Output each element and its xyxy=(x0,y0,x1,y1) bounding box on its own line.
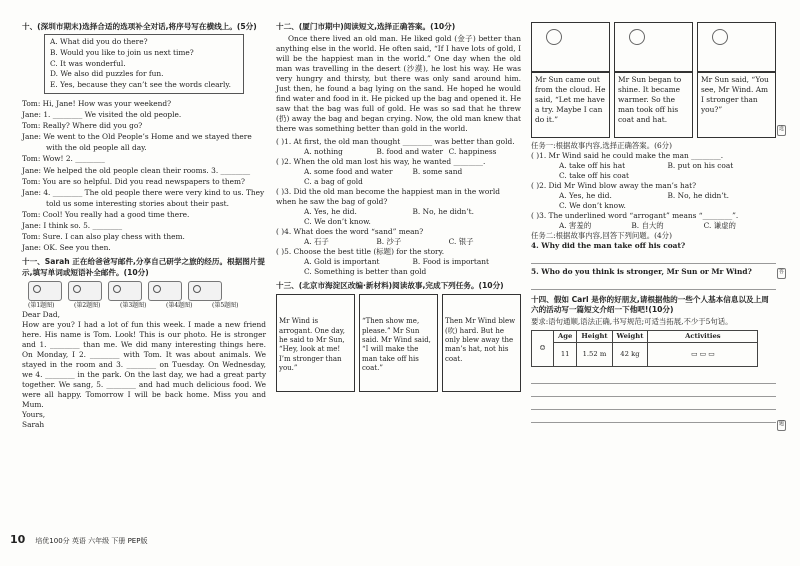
answer-b[interactable]: B. food and water xyxy=(376,147,444,157)
question-2[interactable]: ( )2. Did Mr Wind blow away the man’s hat? xyxy=(531,180,697,190)
dialogue-line: Jane: We went to the Old People’s Home and we stayed there with the old people all day. xyxy=(22,132,252,153)
dialogue-line: Tom: Sure. I can also play chess with them. xyxy=(22,232,185,242)
letter-signature: Sarah xyxy=(22,419,45,429)
picture-label: (第1题图) xyxy=(28,301,55,309)
dialogue-line[interactable]: Jane: We helped the old people clean their rooms. 3. ________ xyxy=(22,165,251,175)
option-a: A. What did you do there? xyxy=(50,37,148,47)
comic-text: Mr Sun said, “You see, Mr Wind. Am I stronger than you?” xyxy=(697,72,776,138)
table-cell: 1.52 m xyxy=(577,343,612,367)
answer-b[interactable]: B. 沙子 xyxy=(376,236,402,246)
sun-icon xyxy=(531,22,610,72)
comic-row-2-pictures xyxy=(531,22,776,72)
writing-line[interactable] xyxy=(531,371,776,384)
table-header: Age xyxy=(554,331,577,343)
answer-c[interactable]: C. We don’t know. xyxy=(304,216,371,226)
comic-text: Then Mr Wind blew (吹) hard. But he only blew away the man’s hat, not his coat. xyxy=(445,317,516,363)
question-2[interactable]: ( )2. When the old man lost his way, he wanted ________. xyxy=(276,157,486,167)
answer-a[interactable]: A. some food and water xyxy=(304,167,393,177)
book-title: 培优100分 英语 六年级 下册 PEP版 xyxy=(35,537,148,545)
dialogue-line: Tom: Hi, Jane! How was your weekend? xyxy=(22,98,172,108)
sun-icon xyxy=(697,22,776,72)
side-label: 答 xyxy=(777,268,786,279)
table-cell: 11 xyxy=(554,343,577,367)
answer-line[interactable] xyxy=(531,277,776,290)
section-10-options xyxy=(44,34,244,94)
writing-line[interactable] xyxy=(531,397,776,410)
dialogue-line: Jane: OK. See you then. xyxy=(22,243,111,253)
side-label: 题 xyxy=(777,420,786,431)
answer-b[interactable]: B. No, he didn’t. xyxy=(412,206,474,216)
table-header: Activities xyxy=(648,331,758,343)
table-header: Height xyxy=(577,331,612,343)
picture-label: (第4题图) xyxy=(166,301,193,309)
answer-c[interactable]: C. Something is better than gold xyxy=(304,266,427,276)
answer-c[interactable]: C. a bag of gold xyxy=(304,177,363,187)
answer-line[interactable] xyxy=(531,251,776,264)
section-13-questions xyxy=(531,151,776,231)
column-left xyxy=(22,22,266,430)
comic-panel xyxy=(276,294,355,392)
column-right xyxy=(531,22,776,423)
task-1-title: 任务一:根据故事内容,选择正确答案。(6分) xyxy=(531,141,672,150)
letter-greeting: Dear Dad, xyxy=(22,310,60,320)
table-cell: 42 kg xyxy=(612,343,648,367)
dialogue-line: Tom: Cool! You really had a good time there. xyxy=(22,210,190,220)
dialogue-line[interactable]: Tom: Wow! 2. ________ xyxy=(22,154,105,164)
dialogue-line[interactable]: Jane: 1. ________ We visited the old people. xyxy=(22,110,182,120)
option-d: D. We also did puzzles for fun. xyxy=(50,69,164,79)
answer-a[interactable]: A. Yes, he did. xyxy=(559,190,612,200)
comic-text: “Then show me, please.” Mr Sun said. Mr Wind said, “I will make the man take off his coat.” xyxy=(362,317,431,373)
dialogue-line: Tom: You are so helpful. Did you read newspapers to them? xyxy=(22,176,245,186)
picture-5 xyxy=(188,281,222,301)
letter-closing: Yours, xyxy=(22,409,46,419)
answer-a[interactable]: A. 石子 xyxy=(304,236,329,246)
task-2-title: 任务二:根据故事内容,回答下列问题。(4分) xyxy=(531,230,672,240)
carl-info-table xyxy=(531,330,758,367)
writing-requirements: 要求:语句通顺,语法正确,书写规范;可适当拓展,不少于5句话。 xyxy=(531,317,733,327)
section-10-title: 十、(深圳市期末)选择合适的选项补全对话,将序号写在横线上。(5分) xyxy=(22,22,257,31)
comic-panel xyxy=(442,294,521,392)
picture-labels xyxy=(28,302,266,310)
answer-b[interactable]: B. Food is important xyxy=(412,256,490,266)
question-1[interactable]: ( )1. Mr Wind said he could make the man ________. xyxy=(531,150,724,160)
picture-4 xyxy=(148,281,182,301)
comic-text: Mr Sun began to shine. It became warmer. So the man took off his coat and hat. xyxy=(614,72,693,138)
writing-line[interactable] xyxy=(531,384,776,397)
option-e: E. Yes, because they can’t see the words clearly. xyxy=(50,80,231,90)
answer-c[interactable]: C. happiness xyxy=(448,147,497,157)
question-4: 4. Why did the man take off his coat? xyxy=(531,240,686,250)
answer-c[interactable]: C. We don’t know. xyxy=(559,200,626,210)
option-c: C. It was wonderful. xyxy=(50,58,126,68)
option-b: B. Would you like to join us next time? xyxy=(50,47,194,57)
column-middle xyxy=(276,22,521,395)
comic-row-2-text xyxy=(531,72,776,138)
picture-label: (第3题图) xyxy=(120,301,147,309)
section-13-title: 十三、(北京市海淀区改编·新材料)阅读故事,完成下列任务。(10分) xyxy=(276,280,504,290)
answer-c[interactable]: C. 银子 xyxy=(448,236,474,246)
sun-icon xyxy=(614,22,693,72)
writing-line[interactable] xyxy=(531,410,776,423)
question-4[interactable]: ( )4. What does the word “sand” mean? xyxy=(276,226,424,236)
avatar: ☺ xyxy=(532,331,554,367)
question-3[interactable]: ( )3. Did the old man become the happiest man in the world when he saw the bag of gold? xyxy=(276,187,500,206)
answer-b[interactable]: B. some sand xyxy=(412,167,463,177)
answer-b[interactable]: B. put on his coat xyxy=(667,160,734,170)
passage-text: Once there lived an old man. He liked gold (金子) better than anything else in the world. He often said, “If I have lots of gold, I will be the happiest man in the world.” One day when the old man was travelling in the desert (沙漠), he lost his way. He was very hungry and thirsty, but there was only sand around him. Just then, he found a bag lying on the sand. He hoped he would find water and food in it. He picked up the bag and opened it. He saw that the bag was full of gold. He was so sad that he threw (扔) away the bag and began crying. Now, the old man knew that there was something better than gold in the world. xyxy=(276,34,521,134)
side-label: 选 xyxy=(777,125,786,136)
comic-text: Mr Wind is arrogant. One day, he said to Mr Sun, “Hey, look at me! I’m stronger than you.” xyxy=(279,317,346,373)
page-number: 10 xyxy=(10,533,26,546)
answer-a[interactable]: A. Yes, he did. xyxy=(304,206,357,216)
table-header: Weight xyxy=(612,331,648,343)
picture-label: (第5题图) xyxy=(212,301,239,309)
answer-c[interactable]: C. take off his coat xyxy=(559,170,629,180)
answer-b[interactable]: B. 自大的 xyxy=(631,220,664,230)
answer-c[interactable]: C. 谦虚的 xyxy=(703,220,736,230)
picture-1 xyxy=(28,281,62,301)
answer-a[interactable]: A. take off his hat xyxy=(559,160,626,170)
answer-a[interactable]: A. 害羞的 xyxy=(559,220,592,230)
answer-b[interactable]: B. No, he didn’t. xyxy=(667,190,729,200)
comic-panel xyxy=(359,294,438,392)
question-3[interactable]: ( )3. The underlined word “arrogant” means “________”. xyxy=(531,210,739,220)
answer-a[interactable]: A. Gold is important xyxy=(304,256,380,266)
page-footer xyxy=(10,533,147,548)
picture-3 xyxy=(108,281,142,301)
activities-images: ▭ ▭ ▭ xyxy=(648,343,758,367)
section-14-title: 十四、假如 Carl 是你的好朋友,请根据他的一些个人基本信息以及上周六的活动写一篇短文介绍一下他吧!(10分) xyxy=(531,294,769,315)
section-12-title: 十二、(厦门市期中)阅读短文,选择正确答案。(10分) xyxy=(276,22,456,31)
comic-row-1 xyxy=(276,294,521,392)
section-11-title: 十一、Sarah 正在给爸爸写邮件,分享自己研学之旅的经历。根据图片提示,填写单词或短语补全邮件。(10分) xyxy=(22,257,266,277)
letter-body[interactable]: How are you? I had a lot of fun this week. I made a new friend here. His name is Tom. Look! This is our photo. He is stronger and 1. ________ than me. We did many interesting things here. On Monday, I 2. ________ with Tom. It was about animals. We stayed in the room and 3. ________ on Tuesday. On Wednesday, we 4. ________ in the park. On the last day, we had a great party together. We sang, 5. ________ and had much delicious food. We were all happy. Tomorrow I will be back home. Miss you and Mum. xyxy=(22,320,266,409)
answer-a[interactable]: A. nothing xyxy=(304,147,343,157)
dialogue-line: Tom: Really? Where did you go? xyxy=(22,121,143,131)
question-5[interactable]: ( )5. Choose the best title (标题) for the story. xyxy=(276,246,445,256)
section-12-questions xyxy=(276,137,521,277)
picture-label: (第2题图) xyxy=(74,301,101,309)
dialogue-line[interactable]: Jane: 4. ________ The old people there were very kind to us. They told us some interesting stories about their past. xyxy=(22,187,265,208)
dialogue-line[interactable]: Jane: I think so. 5. ________ xyxy=(22,221,123,231)
dialogue xyxy=(22,98,266,254)
picture-2 xyxy=(68,281,102,301)
question-5: 5. Who do you think is stronger, Mr Sun or Mr Wind? xyxy=(531,266,752,276)
question-1[interactable]: ( )1. At first, the old man thought ________ was better than gold. xyxy=(276,137,515,147)
comic-text: Mr Sun came out from the cloud. He said, “Let me have a try. Maybe I can do it.” xyxy=(531,72,610,138)
picture-row xyxy=(28,281,266,301)
